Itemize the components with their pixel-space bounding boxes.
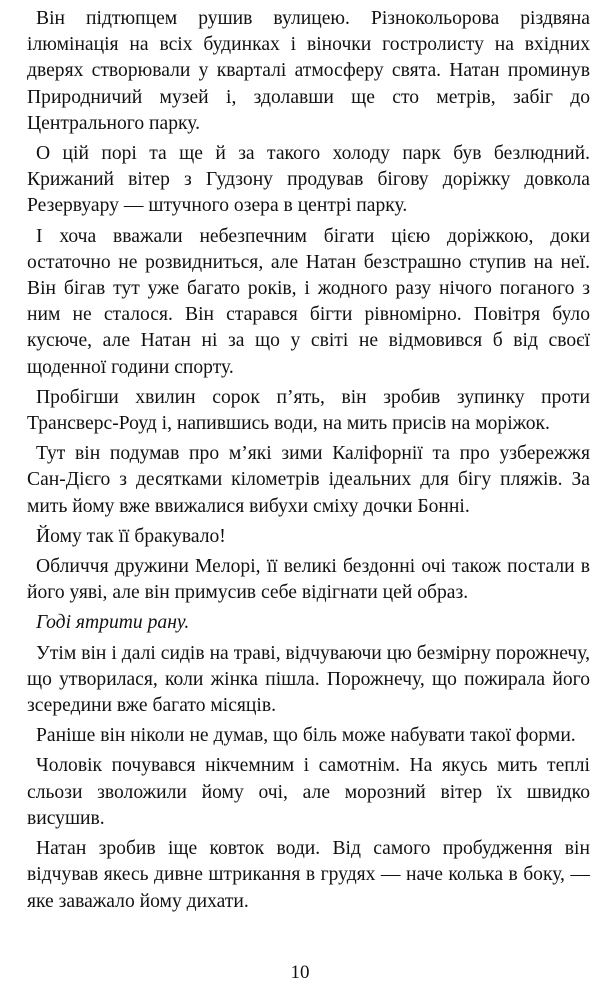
- paragraph: Утім він і далі сидів на траві, відчуваючи цю безмірну порожнечу, що утворилася, коли жінка пішла. Порожнечу, що пожирала його зсередини вже багато місяців.: [27, 642, 590, 717]
- paragraph: Тут він подумав про м’які зими Каліфорнії та про узбережжя Сан-Дієго з десятками кілометрів ідеальних для бігу пляжів. За мить йому вже ввижалися вибухи сміху дочки Бонні.: [27, 443, 590, 517]
- italic-paragraph: Годі ятрити рану.: [36, 612, 190, 634]
- body-text: [27, 6, 590, 919]
- paragraph: Пробігши хвилин сорок п’ять, він зробив зупинку проти Трансверс-Роуд і, напившись води, на мить присів на моріжок.: [27, 386, 590, 435]
- paragraph: І хоча вважали небезпечним бігати цією доріжкою, доки остаточно не розвидниться, але Натан безстрашно ступив на неї. Він бігав тут уже багато років, і жодного разу нічого поганого з ним не сталося. Він старався бігти рівномірно. Повітря було кусюче, але Натан ні за що у світі не відмовився б від своєї щоденної години спорту.: [27, 225, 590, 378]
- paragraph: Обличчя дружини Мелорі, її великі бездонні очі також постали в його уяві, але він примусив себе відігнати цей образ.: [27, 556, 590, 604]
- page-number: 10: [290, 962, 310, 983]
- paragraph: Натан зробив іще ковток води. Від самого пробудження він відчував якесь дивне штрикання в грудях — наче колька в боку, — яке заважало йому дихати.: [27, 838, 590, 912]
- paragraph: Раніше він ніколи не думав, що біль може набувати такої форми.: [36, 725, 576, 747]
- paragraph: Він підтюпцем рушив вулицею. Різнокольорова різдвяна ілюмінація на всіх будинках і віночки гостролисту на вхідних дверях створювали у кварталі атмосферу свята. Натан проминув Природничий музей і, здолавши ще сто метрів, забіг до Центрального парку.: [27, 8, 590, 134]
- paragraph: Йому так її бракувало!: [36, 525, 226, 547]
- paragraph: О цій порі та ще й за такого холоду парк був безлюдний. Крижаний вітер з Гудзону продував бігову доріжку довкола Резервуару — штучного озера в центрі парку.: [27, 143, 590, 217]
- paragraph: Чоловік почувався нікчемним і самотнім. На якусь мить теплі сльози зволожили йому очі, але морозний вітер їх швидко висушив.: [27, 755, 590, 829]
